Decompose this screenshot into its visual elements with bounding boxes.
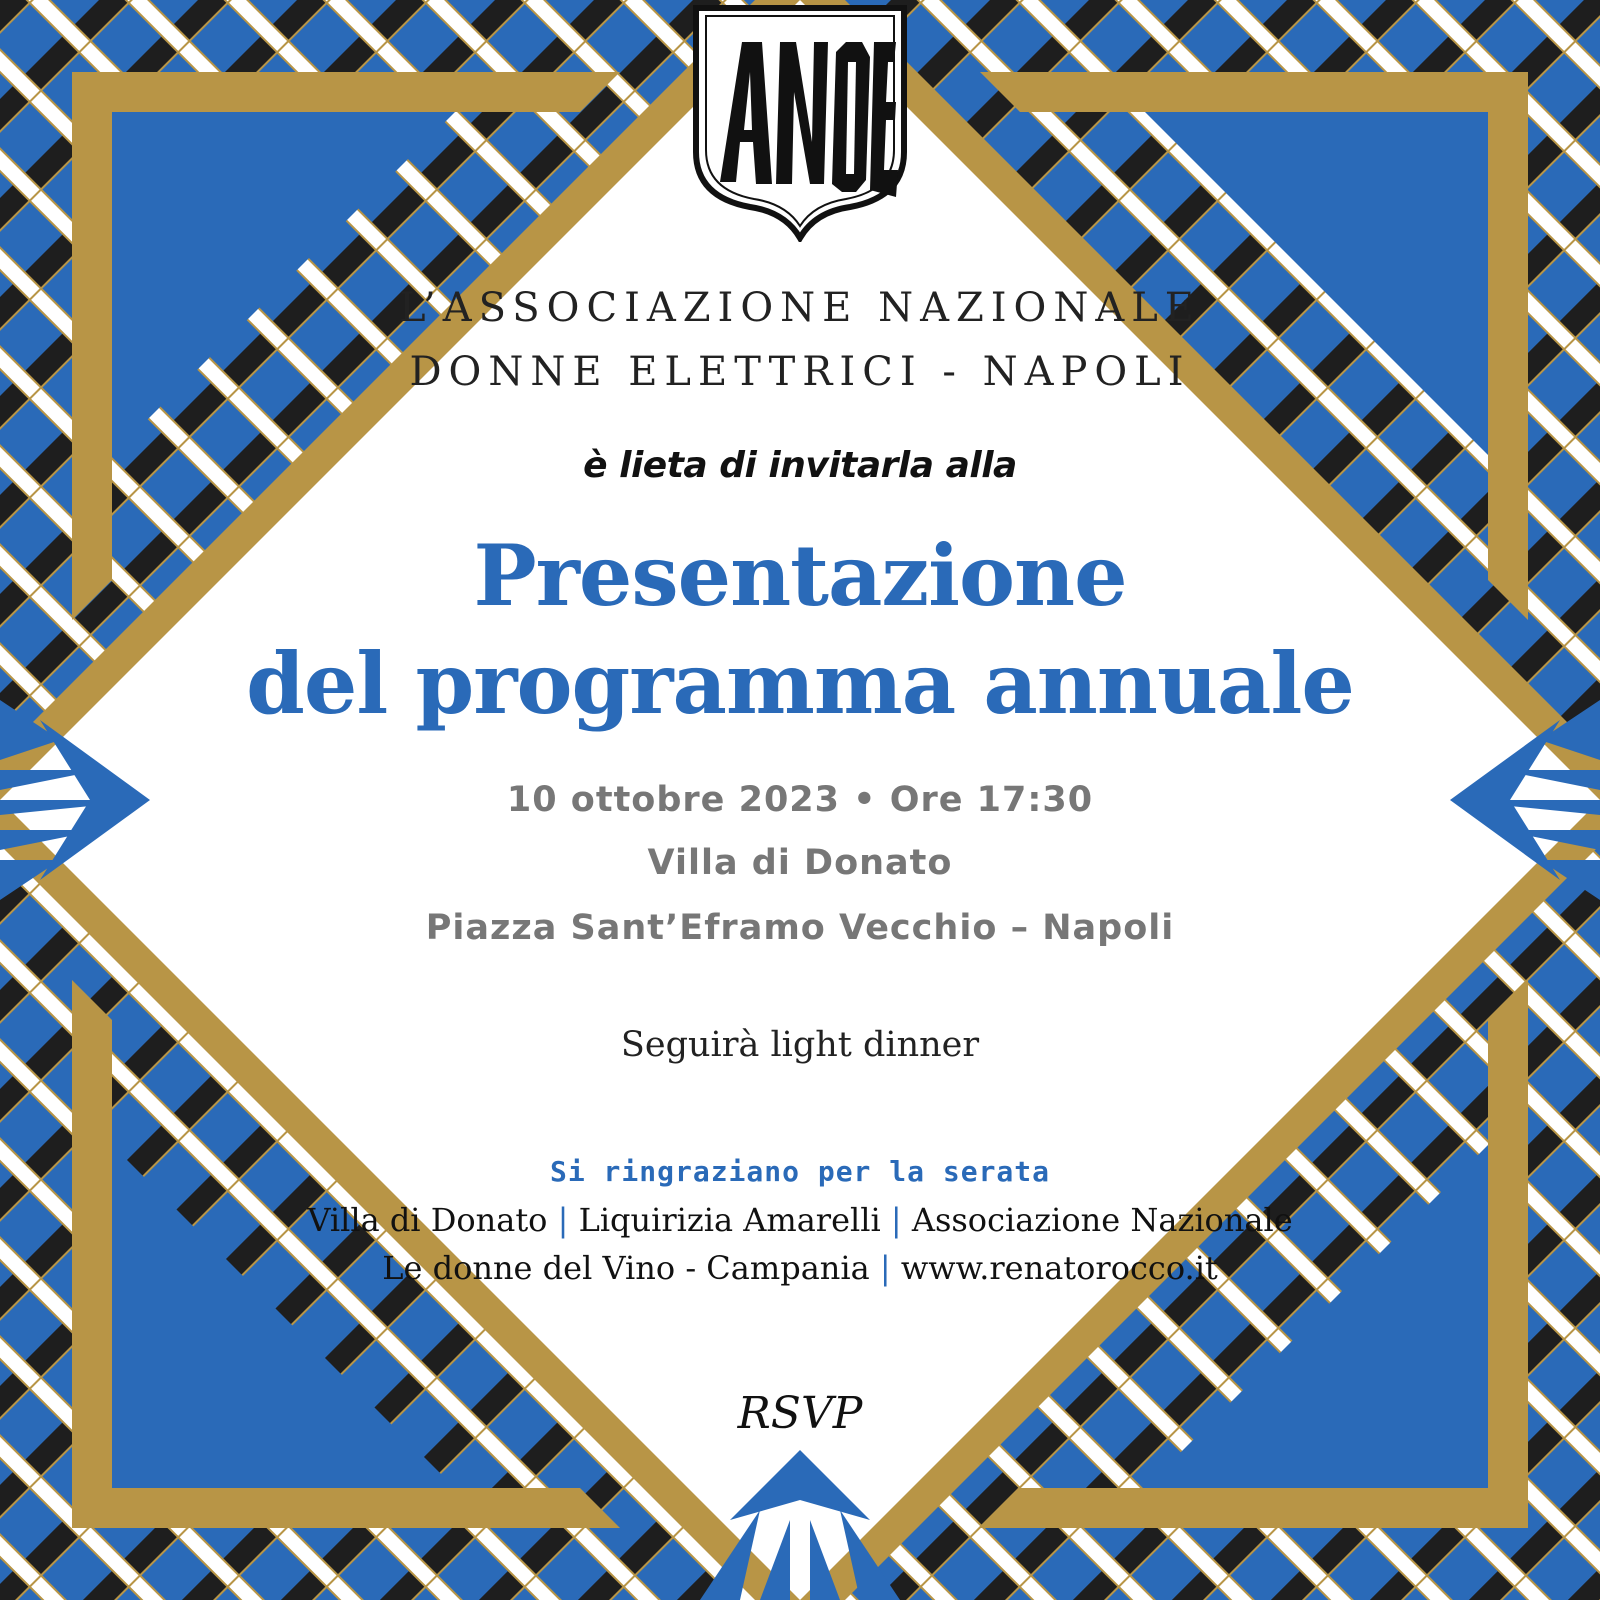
event-title (0, 522, 1600, 738)
event-title-line-2: del programma annuale (246, 634, 1354, 733)
event-date-time: 10 ottobre 2023 • Ore 17:30 (506, 780, 1094, 820)
organization-name (0, 276, 1600, 404)
invitation-intro: è lieta di invitarla alla (583, 445, 1017, 486)
anoe-logo (690, 2, 910, 242)
event-title-line-1: Presentazione (473, 526, 1127, 625)
sponsor-item: Liquirizia Amarelli (578, 1201, 881, 1239)
sponsors-list (0, 1196, 1600, 1292)
sponsor-item: Villa di Donato (307, 1201, 548, 1239)
organization-line-1: L’ASSOCIAZIONE NAZIONALE (399, 285, 1201, 331)
sponsors-row-2 (0, 1244, 1600, 1292)
follow-up-note: Seguirà light dinner (620, 1025, 980, 1065)
sponsor-separator: | (890, 1201, 902, 1239)
sponsor-separator: | (557, 1201, 569, 1239)
sponsor-separator: | (879, 1249, 891, 1287)
sponsors-row-1 (0, 1196, 1600, 1244)
sponsor-item: Le donne del Vino - Campania (382, 1249, 870, 1287)
event-venue: Villa di Donato (647, 843, 953, 883)
thanks-heading: Si ringraziano per la serata (549, 1155, 1050, 1188)
organization-line-2: DONNE ELETTRICI - NAPOLI (409, 349, 1191, 395)
rsvp-label: RSVP (737, 1388, 863, 1439)
event-address: Piazza Sant’Eframo Vecchio – Napoli (425, 908, 1175, 948)
sponsor-website-link[interactable]: www.renatorocco.it (900, 1249, 1218, 1287)
sponsor-item: Associazione Nazionale (911, 1201, 1293, 1239)
